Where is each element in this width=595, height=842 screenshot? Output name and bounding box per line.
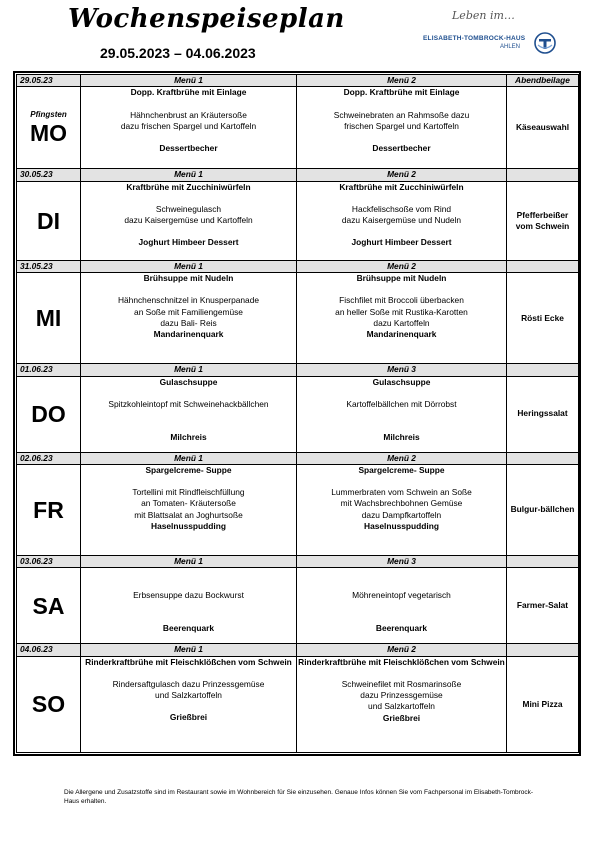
day-header-row bbox=[17, 452, 579, 464]
house-city: AHLEN bbox=[500, 44, 521, 50]
empty-cell bbox=[507, 452, 579, 464]
main-dish-line: an heller Soße mit Rustika-Karotten bbox=[335, 306, 468, 317]
menu2-cell bbox=[297, 181, 507, 260]
main-dish-line: mit Wachsbrechbohnen Gemüse bbox=[340, 498, 463, 509]
day-cell bbox=[17, 273, 81, 364]
main-dish-line: frischen Spargel und Kartoffeln bbox=[344, 120, 459, 131]
main-dish-line: Kartoffelbällchen mit Dörrobst bbox=[346, 398, 457, 409]
main-dish-line: Hähnchenschnitzel in Knusperpanade bbox=[117, 295, 260, 306]
empty-cell bbox=[507, 556, 579, 568]
main-dish bbox=[82, 295, 295, 329]
menu1-label: Menü 1 bbox=[81, 452, 297, 464]
main-dish-line: dazu Dampfkartoffeln bbox=[361, 509, 442, 520]
main-dish-line: an Soße mit Familiengemüse bbox=[134, 306, 243, 317]
main-dish bbox=[298, 204, 505, 237]
main-dish-line: Tortellini mit Rindfleischfüllung bbox=[132, 487, 245, 498]
day-date: 31.05.23 bbox=[17, 260, 81, 272]
main-dish-line: dazu Kaisergemüse und Kartoffeln bbox=[124, 215, 253, 226]
house-logo-icon bbox=[534, 32, 556, 54]
day-date: 04.06.23 bbox=[17, 644, 81, 656]
main-dish-line: Hähnchenbrust an Kräutersoße bbox=[130, 109, 247, 120]
main-dish-line: und Salzkartoffeln bbox=[368, 701, 435, 712]
day-row bbox=[17, 273, 579, 364]
soup: Spargelcreme- Suppe bbox=[145, 464, 232, 475]
day-cell bbox=[17, 656, 81, 752]
menu2-cell bbox=[297, 87, 507, 169]
evening-side-header: Abendbeilage bbox=[507, 75, 579, 87]
day-name: DI bbox=[37, 207, 60, 234]
day-row bbox=[17, 464, 579, 555]
empty-cell bbox=[507, 364, 579, 376]
dessert: Dessertbecher bbox=[372, 142, 431, 153]
menu1-label: Menü 1 bbox=[81, 75, 297, 87]
evening-side: Käseauswahl bbox=[507, 87, 579, 169]
main-dish-line: mit Blattsalat an Joghurtsoße bbox=[134, 509, 243, 520]
day-header-row bbox=[17, 260, 579, 272]
day-name: FR bbox=[33, 496, 64, 523]
soup bbox=[82, 568, 295, 579]
menu1-cell bbox=[81, 87, 297, 169]
main-dish-line: dazu Kaisergemüse und Nudeln bbox=[341, 215, 462, 226]
main-dish-line: Schweinegulasch bbox=[155, 203, 222, 214]
soup: Rinderkraftbrühe mit Fleischklößchen vom Schwein bbox=[298, 656, 505, 667]
dessert: Mandarinenquark bbox=[153, 328, 224, 339]
day-row bbox=[17, 87, 579, 169]
menu2-cell bbox=[297, 568, 507, 644]
menu2-cell bbox=[297, 656, 507, 752]
evening-side: Farmer-Salat bbox=[507, 568, 579, 644]
week-dates: 29.05.2023 – 04.06.2023 bbox=[100, 45, 256, 61]
menu1-cell bbox=[81, 181, 297, 260]
menu1-label: Menü 1 bbox=[81, 644, 297, 656]
day-date: 29.05.23 bbox=[17, 75, 81, 87]
day-header-row bbox=[17, 169, 579, 181]
main-dish bbox=[298, 679, 505, 713]
soup: Dopp. Kraftbrühe mit Einlage bbox=[130, 87, 247, 98]
day-header-row bbox=[17, 75, 579, 87]
main-dish bbox=[298, 110, 505, 143]
main-dish bbox=[82, 204, 295, 237]
main-dish-line: Schweinefilet mit Rosmarinsoße bbox=[341, 678, 462, 689]
menu2-cell bbox=[297, 464, 507, 555]
menu1-cell bbox=[81, 568, 297, 644]
soup: Spargelcreme- Suppe bbox=[358, 464, 445, 475]
day-date: 01.06.23 bbox=[17, 364, 81, 376]
main-dish-line: und Salzkartoffeln bbox=[155, 690, 222, 701]
menu2-label: Menü 2 bbox=[297, 169, 507, 181]
evening-side: Rösti Ecke bbox=[507, 273, 579, 364]
soup bbox=[298, 568, 505, 579]
menu-table bbox=[16, 74, 579, 753]
day-date: 30.05.23 bbox=[17, 169, 81, 181]
day-row bbox=[17, 656, 579, 752]
day-cell bbox=[17, 87, 81, 169]
main-dish-line: dazu frischen Spargel und Kartoffeln bbox=[120, 120, 257, 131]
menu2-label: Menü 3 bbox=[297, 556, 507, 568]
main-dish-line: Möhreneintopf vegetarisch bbox=[352, 590, 451, 601]
dessert: Milchreis bbox=[170, 431, 207, 442]
empty-cell bbox=[507, 260, 579, 272]
main-dish-line: an Tomaten- Kräutersoße bbox=[141, 498, 236, 509]
page-title: Wochenspeiseplan bbox=[68, 4, 345, 34]
main-dish-line: dazu Prinzessgemüse bbox=[360, 690, 443, 701]
dessert: Beerenquark bbox=[375, 623, 428, 634]
main-dish bbox=[82, 679, 295, 712]
day-name: SO bbox=[31, 691, 66, 718]
soup: Gulaschsuppe bbox=[159, 376, 218, 387]
dessert: Grießbrei bbox=[169, 711, 208, 722]
menu1-cell bbox=[81, 464, 297, 555]
menu2-label: Menü 2 bbox=[297, 644, 507, 656]
menu2-label: Menü 2 bbox=[297, 452, 507, 464]
day-name: SA bbox=[32, 592, 65, 619]
menu2-label: Menü 2 bbox=[297, 75, 507, 87]
allergen-note: Die Allergene und Zusatzstoffe sind im Restaurant sowie im Wohnbereich für Sie einzusehen. Genaue Infos können Sie vom Fachpersonal im Elisabeth-Tombrock-Haus erhalten. bbox=[64, 789, 534, 805]
day-name: MI bbox=[35, 305, 62, 332]
dessert: Beerenquark bbox=[162, 623, 215, 634]
menu1-cell bbox=[81, 656, 297, 752]
menu1-cell bbox=[81, 273, 297, 364]
main-dish bbox=[298, 399, 505, 432]
day-row bbox=[17, 376, 579, 452]
main-dish-line: Fischfilet mit Broccoli überbacken bbox=[339, 295, 464, 306]
main-dish bbox=[82, 590, 295, 623]
menu2-label: Menü 3 bbox=[297, 364, 507, 376]
menu1-label: Menü 1 bbox=[81, 260, 297, 272]
day-header-row bbox=[17, 644, 579, 656]
day-header-row bbox=[17, 556, 579, 568]
day-name: DO bbox=[31, 401, 66, 428]
main-dish-line: dazu Bali- Reis bbox=[160, 317, 217, 328]
soup: Brühsuppe mit Nudeln bbox=[356, 273, 447, 284]
dessert: Haselnusspudding bbox=[151, 520, 226, 531]
main-dish-line: Spitzkohleintopf mit Schweinehackbällchen bbox=[108, 398, 269, 409]
day-header-row bbox=[17, 364, 579, 376]
dessert: Dessertbecher bbox=[159, 142, 218, 153]
day-cell bbox=[17, 376, 81, 452]
main-dish bbox=[298, 487, 505, 521]
main-dish-line: Hackfelischsoße vom Rind bbox=[351, 203, 452, 214]
menu1-cell bbox=[81, 376, 297, 452]
menu1-label: Menü 1 bbox=[81, 556, 297, 568]
soup: Kraftbrühe mit Zucchiniwürfeln bbox=[126, 181, 251, 192]
menu1-label: Menü 1 bbox=[81, 364, 297, 376]
main-dish bbox=[82, 487, 295, 521]
menu2-cell bbox=[297, 273, 507, 364]
main-dish bbox=[298, 590, 505, 623]
main-dish-line: Erbsensuppe dazu Bockwurst bbox=[133, 590, 244, 601]
dessert: Haselnusspudding bbox=[364, 520, 439, 531]
day-cell bbox=[17, 464, 81, 555]
dessert: Joghurt Himbeer Dessert bbox=[351, 236, 452, 247]
soup: Dopp. Kraftbrühe mit Einlage bbox=[343, 87, 460, 98]
day-name: MO bbox=[29, 119, 68, 146]
soup: Rinderkraftbrühe mit Fleischklößchen vom Schwein bbox=[85, 656, 292, 667]
evening-side: Pfefferbeißer vom Schwein bbox=[507, 181, 579, 260]
menu2-label: Menü 2 bbox=[297, 260, 507, 272]
dessert: Joghurt Himbeer Dessert bbox=[138, 236, 239, 247]
main-dish bbox=[82, 399, 295, 432]
day-cell bbox=[17, 181, 81, 260]
holiday-label: Pfingsten bbox=[30, 109, 67, 119]
evening-side: Mini Pizza bbox=[507, 656, 579, 752]
dessert: Grießbrei bbox=[382, 712, 421, 723]
evening-side: Heringssalat bbox=[507, 376, 579, 452]
main-dish-line: Schweinebraten an Rahmsoße dazu bbox=[333, 109, 470, 120]
soup: Kraftbrühe mit Zucchiniwürfeln bbox=[339, 181, 464, 192]
day-row bbox=[17, 568, 579, 644]
soup: Brühsuppe mit Nudeln bbox=[143, 273, 234, 284]
day-cell bbox=[17, 568, 81, 644]
house-slogan: Leben im… bbox=[452, 9, 515, 22]
menu2-cell bbox=[297, 376, 507, 452]
main-dish-line: Rindersaftgulasch dazu Prinzessgemüse bbox=[112, 678, 265, 689]
main-dish-line: Lummerbraten vom Schwein an Soße bbox=[331, 487, 472, 498]
soup: Gulaschsuppe bbox=[372, 376, 431, 387]
menu1-label: Menü 1 bbox=[81, 169, 297, 181]
day-date: 03.06.23 bbox=[17, 556, 81, 568]
dessert: Mandarinenquark bbox=[366, 328, 437, 339]
empty-cell bbox=[507, 169, 579, 181]
empty-cell bbox=[507, 644, 579, 656]
dessert: Milchreis bbox=[383, 431, 420, 442]
main-dish-line: dazu Kartoffeln bbox=[373, 317, 430, 328]
day-row bbox=[17, 181, 579, 260]
main-dish bbox=[82, 110, 295, 143]
house-name: ELISABETH-TOMBROCK-HAUS bbox=[423, 35, 526, 42]
evening-side: Bulgur-bällchen bbox=[507, 464, 579, 555]
day-date: 02.06.23 bbox=[17, 452, 81, 464]
main-dish bbox=[298, 295, 505, 329]
